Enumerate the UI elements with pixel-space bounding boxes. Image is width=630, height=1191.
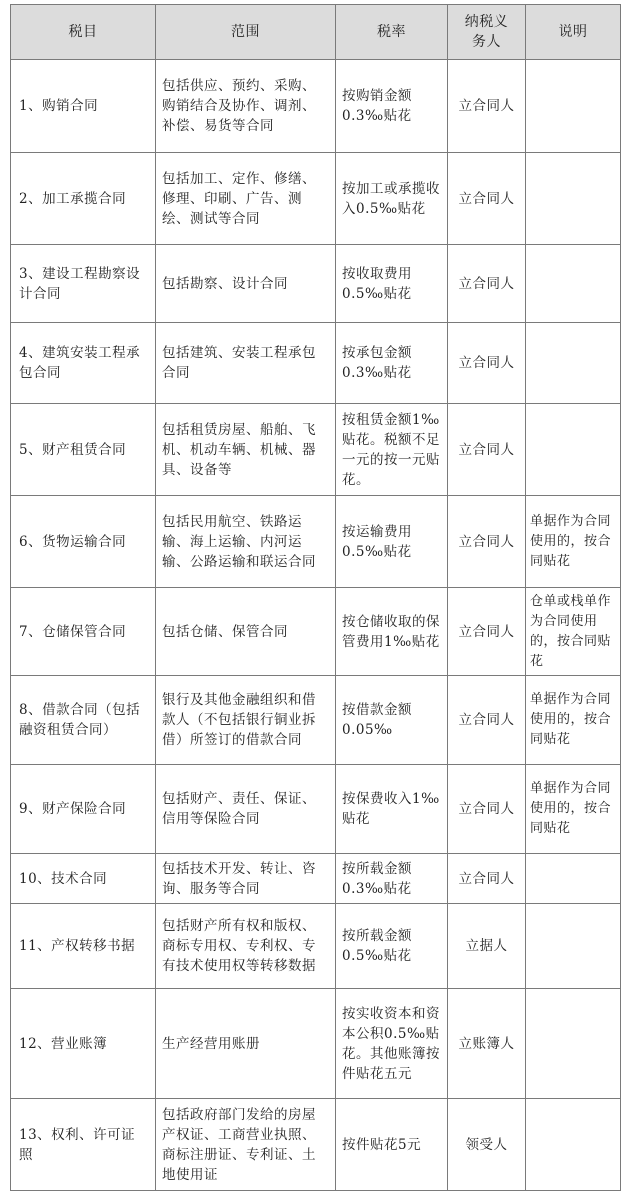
row-item: 9、财产保险合同 bbox=[11, 765, 156, 854]
row-payer: 立合同人 bbox=[448, 245, 526, 323]
header-rate: 税率 bbox=[336, 5, 448, 60]
table-row bbox=[11, 765, 621, 854]
row-payer: 立合同人 bbox=[448, 153, 526, 245]
table-row bbox=[11, 323, 621, 404]
row-rate: 按收取费用0.5‰贴花 bbox=[336, 245, 448, 323]
stamp-duty-table bbox=[10, 4, 621, 1191]
row-rate: 按仓储收取的保管费用1‰贴花 bbox=[336, 588, 448, 676]
header-note: 说明 bbox=[526, 5, 621, 60]
row-scope: 包括勘察、设计合同 bbox=[156, 245, 336, 323]
row-note: 仓单或栈单作为合同使用的，按合同贴花 bbox=[526, 588, 621, 676]
table-row bbox=[11, 153, 621, 245]
row-note bbox=[526, 153, 621, 245]
row-rate: 按加工或承揽收入0.5‰贴花 bbox=[336, 153, 448, 245]
table-row bbox=[11, 1099, 621, 1191]
row-payer: 立合同人 bbox=[448, 676, 526, 765]
header-scope: 范围 bbox=[156, 5, 336, 60]
table-row bbox=[11, 854, 621, 904]
table-header-row bbox=[11, 5, 621, 60]
row-item: 10、技术合同 bbox=[11, 854, 156, 904]
row-item: 2、加工承揽合同 bbox=[11, 153, 156, 245]
row-payer: 立合同人 bbox=[448, 404, 526, 496]
row-payer: 立合同人 bbox=[448, 588, 526, 676]
row-note: 单据作为合同使用的，按合同贴花 bbox=[526, 496, 621, 588]
row-item: 4、建筑安装工程承包合同 bbox=[11, 323, 156, 404]
table-row bbox=[11, 904, 621, 989]
row-note bbox=[526, 854, 621, 904]
row-scope: 包括技术开发、转让、咨询、服务等合同 bbox=[156, 854, 336, 904]
row-item: 7、仓储保管合同 bbox=[11, 588, 156, 676]
row-item: 8、借款合同（包括融资租赁合同） bbox=[11, 676, 156, 765]
table-row bbox=[11, 989, 621, 1099]
row-rate: 按借款金额0.05‰ bbox=[336, 676, 448, 765]
row-payer: 立合同人 bbox=[448, 765, 526, 854]
row-item: 13、权利、许可证照 bbox=[11, 1099, 156, 1191]
row-scope: 包括财产、责任、保证、信用等保险合同 bbox=[156, 765, 336, 854]
row-scope: 包括供应、预约、采购、购销结合及协作、调剂、补偿、易货等合同 bbox=[156, 60, 336, 153]
row-rate: 按实收资本和资本公积0.5‰贴花。其他账簿按件贴花五元 bbox=[336, 989, 448, 1099]
row-scope: 包括仓储、保管合同 bbox=[156, 588, 336, 676]
row-rate: 按所载金额0.3‰贴花 bbox=[336, 854, 448, 904]
row-scope: 包括租赁房屋、船舶、飞机、机动车辆、机械、器具、设备等 bbox=[156, 404, 336, 496]
row-rate: 按运输费用0.5‰贴花 bbox=[336, 496, 448, 588]
table-row bbox=[11, 496, 621, 588]
row-item: 3、建设工程勘察设计合同 bbox=[11, 245, 156, 323]
row-payer: 立据人 bbox=[448, 904, 526, 989]
row-payer: 立合同人 bbox=[448, 854, 526, 904]
row-item: 1、购销合同 bbox=[11, 60, 156, 153]
row-scope: 包括政府部门发给的房屋产权证、工商营业执照、商标注册证、专利证、土地使用证 bbox=[156, 1099, 336, 1191]
table-row bbox=[11, 245, 621, 323]
row-rate: 按所载金额0.5‰贴花 bbox=[336, 904, 448, 989]
row-note bbox=[526, 404, 621, 496]
row-scope: 银行及其他金融组织和借款人（不包括银行铜业拆借）所签订的借款合同 bbox=[156, 676, 336, 765]
header-item: 税目 bbox=[11, 5, 156, 60]
row-rate: 按保费收入1‰贴花 bbox=[336, 765, 448, 854]
row-payer: 立账簿人 bbox=[448, 989, 526, 1099]
row-scope: 生产经营用账册 bbox=[156, 989, 336, 1099]
row-note bbox=[526, 323, 621, 404]
stamp-duty-table-container bbox=[10, 4, 620, 1191]
table-row bbox=[11, 404, 621, 496]
row-scope: 包括建筑、安装工程承包合同 bbox=[156, 323, 336, 404]
row-note bbox=[526, 1099, 621, 1191]
row-rate: 按购销金额0.3‰贴花 bbox=[336, 60, 448, 153]
row-note bbox=[526, 60, 621, 153]
row-scope: 包括民用航空、铁路运输、海上运输、内河运输、公路运输和联运合同 bbox=[156, 496, 336, 588]
table-row bbox=[11, 60, 621, 153]
row-rate: 按件贴花5元 bbox=[336, 1099, 448, 1191]
row-scope: 包括财产所有权和版权、商标专用权、专利权、专有技术使用权等转移数据 bbox=[156, 904, 336, 989]
row-payer: 立合同人 bbox=[448, 60, 526, 153]
row-item: 11、产权转移书据 bbox=[11, 904, 156, 989]
row-note: 单据作为合同使用的，按合同贴花 bbox=[526, 765, 621, 854]
row-payer: 立合同人 bbox=[448, 496, 526, 588]
row-note: 单据作为合同使用的，按合同贴花 bbox=[526, 676, 621, 765]
row-payer: 立合同人 bbox=[448, 323, 526, 404]
row-payer: 领受人 bbox=[448, 1099, 526, 1191]
row-note bbox=[526, 245, 621, 323]
row-scope: 包括加工、定作、修缮、修理、印刷、广告、测绘、测试等合同 bbox=[156, 153, 336, 245]
row-item: 5、财产租赁合同 bbox=[11, 404, 156, 496]
row-item: 12、营业账簿 bbox=[11, 989, 156, 1099]
table-row bbox=[11, 588, 621, 676]
table-row bbox=[11, 676, 621, 765]
row-rate: 按租赁金额1‰贴花。税额不足一元的按一元贴花。 bbox=[336, 404, 448, 496]
row-note bbox=[526, 904, 621, 989]
header-payer: 纳税义务人 bbox=[448, 5, 526, 60]
row-rate: 按承包金额0.3‰贴花 bbox=[336, 323, 448, 404]
row-item: 6、货物运输合同 bbox=[11, 496, 156, 588]
row-note bbox=[526, 989, 621, 1099]
